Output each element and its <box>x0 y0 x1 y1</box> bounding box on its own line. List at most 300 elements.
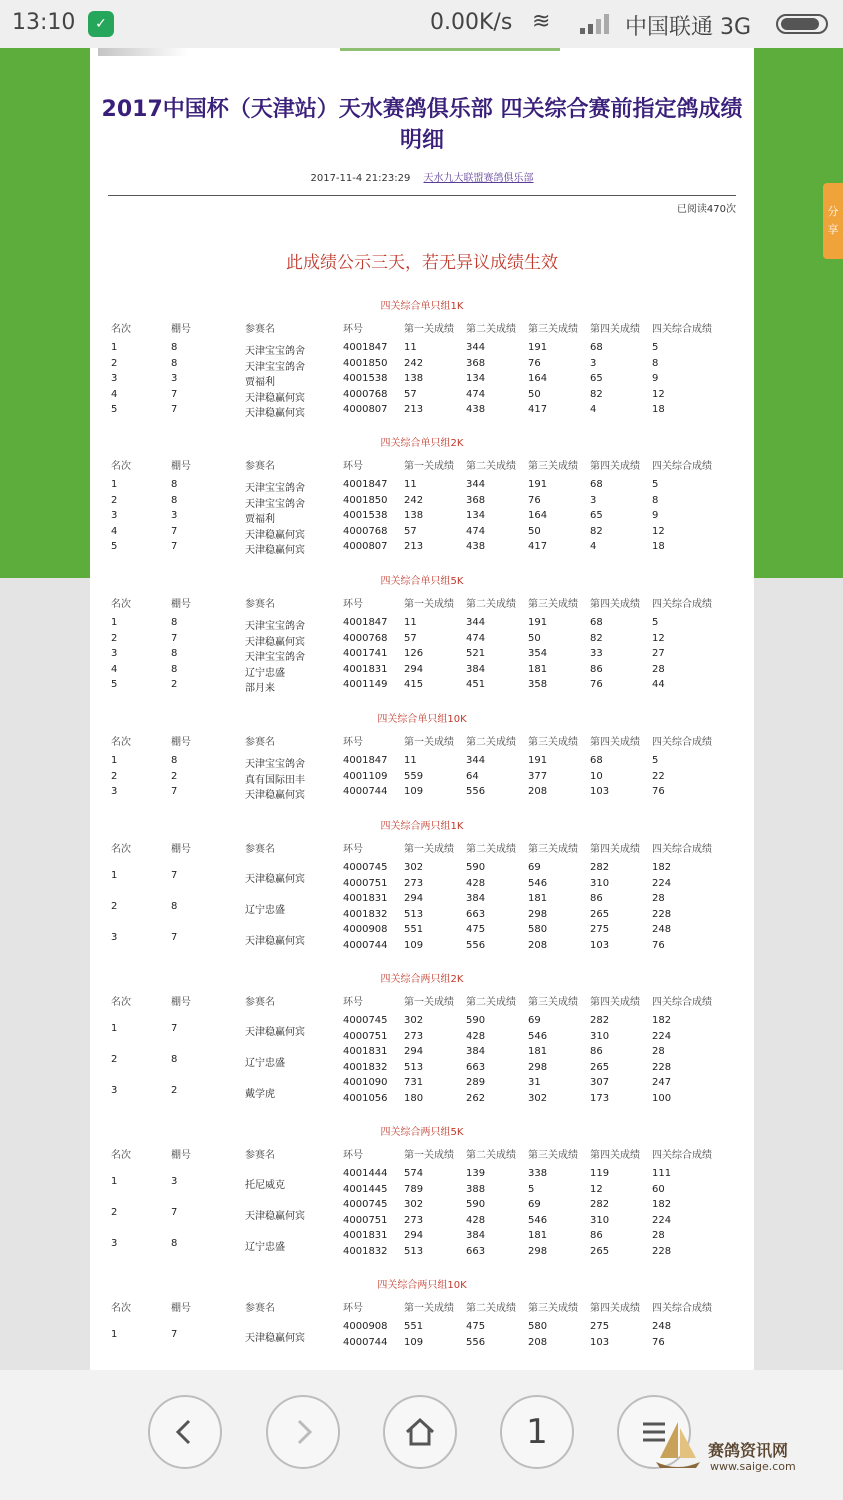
table-row <box>90 510 754 525</box>
table-cell: 377 <box>528 770 548 782</box>
table-cell: 191 <box>528 617 548 628</box>
table-cell: 4001831 <box>343 1230 388 1241</box>
table-row <box>90 495 754 510</box>
table-row <box>90 1246 754 1261</box>
table-cell: 82 <box>590 632 603 644</box>
share-label-1: 分 <box>827 205 839 218</box>
tab-count: 1 <box>526 1412 548 1452</box>
notice-text: 此成绩公示三天，若无异议成绩生效 <box>286 253 558 273</box>
header-cell: 环号 <box>343 1150 363 1161</box>
header-cell: 第二关成绩 <box>466 324 516 335</box>
table-cell: 7 <box>171 932 178 943</box>
table-cell: 242 <box>404 357 424 369</box>
header-cell: 参赛名 <box>245 461 275 472</box>
header-cell: 第四关成绩 <box>590 997 640 1008</box>
table-cell: 126 <box>404 648 424 659</box>
table-cell: 384 <box>466 1046 486 1057</box>
table-cell: 4001847 <box>343 755 388 766</box>
header-cell: 第二关成绩 <box>466 1150 516 1161</box>
table-row <box>90 1321 754 1336</box>
header-cell: 第四关成绩 <box>590 461 640 472</box>
table-cell: 5 <box>528 1183 535 1195</box>
table-cell: 2 <box>111 1207 118 1218</box>
table-cell: 8 <box>171 755 178 766</box>
table-cell: 8 <box>171 494 178 506</box>
table-cell: 1 <box>111 1176 118 1187</box>
header-cell: 名次 <box>111 599 131 610</box>
table-cell: 181 <box>528 893 548 904</box>
table-cell: 298 <box>528 1061 548 1073</box>
table-cell: 289 <box>466 1077 486 1088</box>
table-cell: 384 <box>466 1230 486 1241</box>
table-cell: 248 <box>652 1321 672 1332</box>
table-cell: 273 <box>404 877 424 889</box>
header-cell: 棚号 <box>171 461 191 472</box>
table-row <box>90 541 754 556</box>
table-header <box>90 1146 754 1161</box>
header-cell: 名次 <box>111 1303 131 1314</box>
table-cell: 182 <box>652 1015 672 1026</box>
read-count: 已阅读470次 <box>676 204 736 215</box>
table-cell: 辽宁忠盛 <box>245 905 285 916</box>
table-cell: 119 <box>590 1168 610 1179</box>
table-row <box>90 358 754 373</box>
table-row <box>90 893 754 908</box>
table-cell: 310 <box>590 1214 610 1226</box>
table-cell: 11 <box>404 755 417 766</box>
table-cell: 556 <box>466 1336 486 1348</box>
header-cell: 棚号 <box>171 599 191 610</box>
table-cell: 1 <box>111 342 118 353</box>
table-cell: 228 <box>652 1061 672 1073</box>
table-cell: 103 <box>590 1336 610 1348</box>
table-cell: 181 <box>528 663 548 675</box>
table-cell: 4 <box>590 541 597 552</box>
table-cell: 1 <box>111 617 118 628</box>
header-cell: 棚号 <box>171 1303 191 1314</box>
table-cell: 4001832 <box>343 1061 388 1073</box>
table-cell: 302 <box>404 1015 424 1026</box>
table-cell: 9 <box>652 373 659 384</box>
table-cell: 242 <box>404 494 424 506</box>
table-header <box>90 993 754 1008</box>
carrier-name: 中国联通 <box>625 15 714 40</box>
table-cell: 8 <box>171 901 178 912</box>
home-icon <box>403 1415 437 1449</box>
header-cell: 四关综合成绩 <box>652 461 712 472</box>
table-row <box>90 1077 754 1092</box>
table-cell: 4001831 <box>343 663 388 675</box>
header-cell: 第二关成绩 <box>466 1303 516 1314</box>
table-cell: 474 <box>466 388 486 400</box>
table-header <box>90 840 754 855</box>
table-cell: 3 <box>111 510 118 521</box>
table-cell: 天津稳赢何宾 <box>245 408 305 419</box>
table-cell: 18 <box>652 404 665 415</box>
table-cell: 辽宁忠盛 <box>245 1242 285 1253</box>
table-cell: 3 <box>111 932 118 943</box>
article-date: 2017-11-4 21:23:29 <box>310 173 411 184</box>
table-cell: 27 <box>652 648 665 659</box>
table-cell: 247 <box>652 1077 672 1088</box>
header-cell: 棚号 <box>171 1150 191 1161</box>
table-cell: 428 <box>466 1214 486 1226</box>
tabs-button[interactable] <box>500 1395 574 1469</box>
table-cell: 8 <box>171 342 178 353</box>
table-cell: 282 <box>590 862 610 873</box>
table-cell: 86 <box>590 1046 603 1057</box>
table-cell: 3 <box>590 357 597 369</box>
table-cell: 28 <box>652 1046 665 1057</box>
table-cell: 辽宁忠盛 <box>245 1058 285 1069</box>
table-cell: 4000744 <box>343 786 388 797</box>
table-cell: 86 <box>590 663 603 675</box>
table-cell: 天津稳赢何宾 <box>245 545 305 556</box>
watermark <box>650 1410 840 1490</box>
table-cell: 2 <box>111 770 118 782</box>
table-cell: 310 <box>590 877 610 889</box>
header-cell: 棚号 <box>171 737 191 748</box>
status-time: 13:10 <box>12 10 76 35</box>
header-cell: 环号 <box>343 997 363 1008</box>
section-title: 四关综合两只组1K <box>380 821 464 832</box>
table-cell: 76 <box>652 1336 665 1348</box>
table-cell: 415 <box>404 679 424 690</box>
table-cell: 4000745 <box>343 862 388 873</box>
section-title: 四关综合两只组2K <box>380 974 464 985</box>
table-cell: 417 <box>528 404 548 415</box>
table-cell: 5 <box>652 617 659 628</box>
header-cell: 第四关成绩 <box>590 599 640 610</box>
table-cell: 7 <box>171 388 178 400</box>
table-cell: 3 <box>590 494 597 506</box>
table-cell: 275 <box>590 924 610 935</box>
table-cell: 294 <box>404 1046 424 1057</box>
table-cell: 294 <box>404 663 424 675</box>
header-cell: 环号 <box>343 737 363 748</box>
table-cell: 475 <box>466 924 486 935</box>
table-cell: 338 <box>528 1168 548 1179</box>
table-cell: 574 <box>404 1168 424 1179</box>
club-link[interactable]: 天水九大联盟赛鸽俱乐部 <box>423 173 534 184</box>
table-cell: 天津稳赢何宾 <box>245 790 305 801</box>
header-cell: 第一关成绩 <box>404 997 454 1008</box>
header-cell: 第四关成绩 <box>590 1150 640 1161</box>
table-cell: 590 <box>466 1015 486 1026</box>
table-cell: 1 <box>111 479 118 490</box>
table-cell: 4000745 <box>343 1199 388 1210</box>
header-cell: 第三关成绩 <box>528 844 578 855</box>
table-cell: 224 <box>652 1214 672 1226</box>
signal-icon <box>578 12 614 34</box>
table-cell: 天津宝宝鸽舍 <box>245 361 305 373</box>
network-speed: 0.00K/s <box>430 10 513 35</box>
table-cell: 521 <box>466 648 486 659</box>
table-cell: 111 <box>652 1168 672 1179</box>
table-cell: 224 <box>652 877 672 889</box>
table-cell: 11 <box>404 617 417 628</box>
table-cell: 7 <box>171 404 178 415</box>
table-cell: 5 <box>652 755 659 766</box>
divider <box>108 195 736 196</box>
table-cell: 273 <box>404 1214 424 1226</box>
table-cell: 2 <box>171 1085 178 1096</box>
table-header <box>90 595 754 610</box>
table-cell: 68 <box>590 342 603 353</box>
table-cell: 11 <box>404 479 417 490</box>
table-cell: 3 <box>111 373 118 384</box>
table-row <box>90 389 754 404</box>
table-cell: 天津宝宝鸽舍 <box>245 498 305 510</box>
table-cell: 384 <box>466 663 486 675</box>
table-cell: 273 <box>404 1030 424 1042</box>
table-cell: 298 <box>528 908 548 920</box>
table-row <box>90 924 754 939</box>
table-cell: 265 <box>590 1245 610 1257</box>
section-title: 四关综合单只组5K <box>380 576 464 587</box>
top-banner-remnant <box>90 48 754 64</box>
table-cell: 1 <box>111 755 118 766</box>
table-cell: 天津稳赢何宾 <box>245 392 305 404</box>
carrier-label <box>625 10 751 41</box>
table-cell: 224 <box>652 1030 672 1042</box>
table-cell: 托尼威克 <box>245 1180 285 1191</box>
table-cell: 663 <box>466 1061 486 1073</box>
table-cell: 76 <box>652 786 665 797</box>
table-cell: 天津稳赢何宾 <box>245 1211 305 1222</box>
table-cell: 12 <box>652 525 665 537</box>
table-cell: 134 <box>466 373 486 384</box>
table-cell: 294 <box>404 1230 424 1241</box>
table-cell: 戴学虎 <box>245 1089 275 1100</box>
table-row <box>90 771 754 786</box>
table-cell: 228 <box>652 1245 672 1257</box>
table-cell: 3 <box>171 373 178 384</box>
table-cell: 100 <box>652 1092 672 1104</box>
table-cell: 191 <box>528 479 548 490</box>
table-cell: 546 <box>528 1030 548 1042</box>
table-cell: 294 <box>404 893 424 904</box>
header-cell: 环号 <box>343 324 363 335</box>
header-cell: 第三关成绩 <box>528 737 578 748</box>
table-cell: 5 <box>652 479 659 490</box>
table-cell: 559 <box>404 770 424 782</box>
table-cell: 310 <box>590 1030 610 1042</box>
table-row <box>90 373 754 388</box>
article-meta <box>90 169 754 184</box>
table-cell: 1 <box>111 1023 118 1034</box>
table-cell: 590 <box>466 862 486 873</box>
table-cell: 173 <box>590 1092 610 1104</box>
table-cell: 109 <box>404 786 424 797</box>
table-cell: 358 <box>528 679 548 690</box>
header-cell: 环号 <box>343 1303 363 1314</box>
header-cell: 名次 <box>111 997 131 1008</box>
table-cell: 4001850 <box>343 494 388 506</box>
table-cell: 298 <box>528 1245 548 1257</box>
table-cell: 4000807 <box>343 404 388 415</box>
table-cell: 28 <box>652 893 665 904</box>
table-cell: 428 <box>466 1030 486 1042</box>
table-cell: 7 <box>171 1023 178 1034</box>
table-cell: 4001831 <box>343 1046 388 1057</box>
network-type: 3G <box>720 15 752 40</box>
header-cell: 四关综合成绩 <box>652 1303 712 1314</box>
table-cell: 4 <box>590 404 597 415</box>
table-cell: 580 <box>528 924 548 935</box>
table-cell: 4001444 <box>343 1168 388 1179</box>
table-cell: 368 <box>466 357 486 369</box>
table-row <box>90 1062 754 1077</box>
header-cell: 四关综合成绩 <box>652 737 712 748</box>
header-cell: 第三关成绩 <box>528 1150 578 1161</box>
table-cell: 191 <box>528 342 548 353</box>
table-cell: 76 <box>652 939 665 951</box>
table-cell: 4001090 <box>343 1077 388 1088</box>
wifi-icon: ≋ <box>532 9 551 34</box>
table-cell: 68 <box>590 755 603 766</box>
header-cell: 名次 <box>111 844 131 855</box>
section-title: 四关综合两只组5K <box>380 1127 464 1138</box>
table-cell: 4001538 <box>343 373 388 384</box>
table-cell: 4 <box>111 388 118 400</box>
table-cell: 76 <box>590 679 603 690</box>
table-cell: 天津稳赢何宾 <box>245 874 305 885</box>
table-cell: 22 <box>652 770 665 782</box>
table-cell: 109 <box>404 939 424 951</box>
header-cell: 棚号 <box>171 324 191 335</box>
table-cell: 663 <box>466 1245 486 1257</box>
table-cell: 68 <box>590 617 603 628</box>
table-cell: 164 <box>528 373 548 384</box>
table-cell: 556 <box>466 786 486 797</box>
table-cell: 551 <box>404 924 424 935</box>
table-cell: 4001847 <box>343 617 388 628</box>
table-cell: 4001109 <box>343 770 388 782</box>
table-cell: 69 <box>528 1199 541 1210</box>
forward-button[interactable] <box>266 1395 340 1469</box>
header-cell: 名次 <box>111 737 131 748</box>
table-cell: 228 <box>652 908 672 920</box>
table-cell: 213 <box>404 404 424 415</box>
table-cell: 282 <box>590 1015 610 1026</box>
header-cell: 名次 <box>111 461 131 472</box>
table-cell: 282 <box>590 1199 610 1210</box>
table-cell: 4001832 <box>343 908 388 920</box>
table-cell: 天津宝宝鸽舍 <box>245 652 305 663</box>
table-row <box>90 648 754 663</box>
battery-icon <box>776 14 828 34</box>
table-cell: 4001741 <box>343 648 388 659</box>
table-cell: 65 <box>590 510 603 521</box>
header-cell: 第一关成绩 <box>404 324 454 335</box>
table-cell: 50 <box>528 388 541 400</box>
header-cell: 第四关成绩 <box>590 1303 640 1314</box>
table-row <box>90 786 754 801</box>
table-cell: 4000908 <box>343 924 388 935</box>
table-cell: 580 <box>528 1321 548 1332</box>
header-cell: 参赛名 <box>245 1303 275 1314</box>
table-cell: 50 <box>528 525 541 537</box>
header-cell: 第一关成绩 <box>404 844 454 855</box>
header-cell: 第二关成绩 <box>466 844 516 855</box>
table-cell: 天津宝宝鸽舍 <box>245 621 305 632</box>
header-cell: 第一关成绩 <box>404 1303 454 1314</box>
table-cell: 86 <box>590 1230 603 1241</box>
table-cell: 4 <box>111 663 118 675</box>
table-cell: 4001832 <box>343 1245 388 1257</box>
header-cell: 四关综合成绩 <box>652 997 712 1008</box>
share-button[interactable] <box>823 183 843 259</box>
table-cell: 451 <box>466 679 486 690</box>
table-cell: 7 <box>171 870 178 881</box>
table-cell: 109 <box>404 1336 424 1348</box>
table-cell: 213 <box>404 541 424 552</box>
table-cell: 4000768 <box>343 525 388 537</box>
table-cell: 天津稳赢何宾 <box>245 936 305 947</box>
table-cell: 3 <box>111 1085 118 1096</box>
table-cell: 33 <box>590 648 603 659</box>
header-cell: 四关综合成绩 <box>652 324 712 335</box>
table-cell: 208 <box>528 939 548 951</box>
table-cell: 12 <box>652 388 665 400</box>
back-button[interactable] <box>148 1395 222 1469</box>
table-cell: 2 <box>111 901 118 912</box>
table-cell: 8 <box>171 648 178 659</box>
table-cell: 天津宝宝鸽舍 <box>245 759 305 770</box>
header-cell: 第一关成绩 <box>404 599 454 610</box>
table-cell: 8 <box>652 494 659 506</box>
header-cell: 第一关成绩 <box>404 461 454 472</box>
table-cell: 7 <box>171 1329 178 1340</box>
table-cell: 4000744 <box>343 939 388 951</box>
table-cell: 11 <box>404 342 417 353</box>
table-cell: 4000768 <box>343 632 388 644</box>
table-cell: 50 <box>528 632 541 644</box>
table-cell: 438 <box>466 404 486 415</box>
share-label-2: 享 <box>827 223 839 236</box>
table-cell: 8 <box>652 357 659 369</box>
table-cell: 5 <box>111 679 118 690</box>
table-cell: 3 <box>111 648 118 659</box>
table-cell: 57 <box>404 632 417 644</box>
table-cell: 4001149 <box>343 679 388 690</box>
table-cell: 4000908 <box>343 1321 388 1332</box>
table-row <box>90 909 754 924</box>
table-cell: 4 <box>111 525 118 537</box>
table-cell: 辽宁忠盛 <box>245 667 285 679</box>
table-cell: 417 <box>528 541 548 552</box>
table-header <box>90 457 754 472</box>
table-cell: 546 <box>528 877 548 889</box>
table-row <box>90 1015 754 1030</box>
home-button[interactable] <box>383 1395 457 1469</box>
table-cell: 302 <box>404 862 424 873</box>
table-row <box>90 342 754 357</box>
table-cell: 3 <box>171 510 178 521</box>
table-row <box>90 940 754 955</box>
table-cell: 9 <box>652 510 659 521</box>
table-cell: 2 <box>171 679 178 690</box>
table-header <box>90 733 754 748</box>
table-row <box>90 755 754 770</box>
watermark-url: www.saige.com <box>710 1460 796 1473</box>
header-cell: 环号 <box>343 461 363 472</box>
table-cell: 64 <box>466 770 479 782</box>
table-cell: 4001831 <box>343 893 388 904</box>
table-cell: 贾福利 <box>245 514 275 525</box>
table-cell: 164 <box>528 510 548 521</box>
